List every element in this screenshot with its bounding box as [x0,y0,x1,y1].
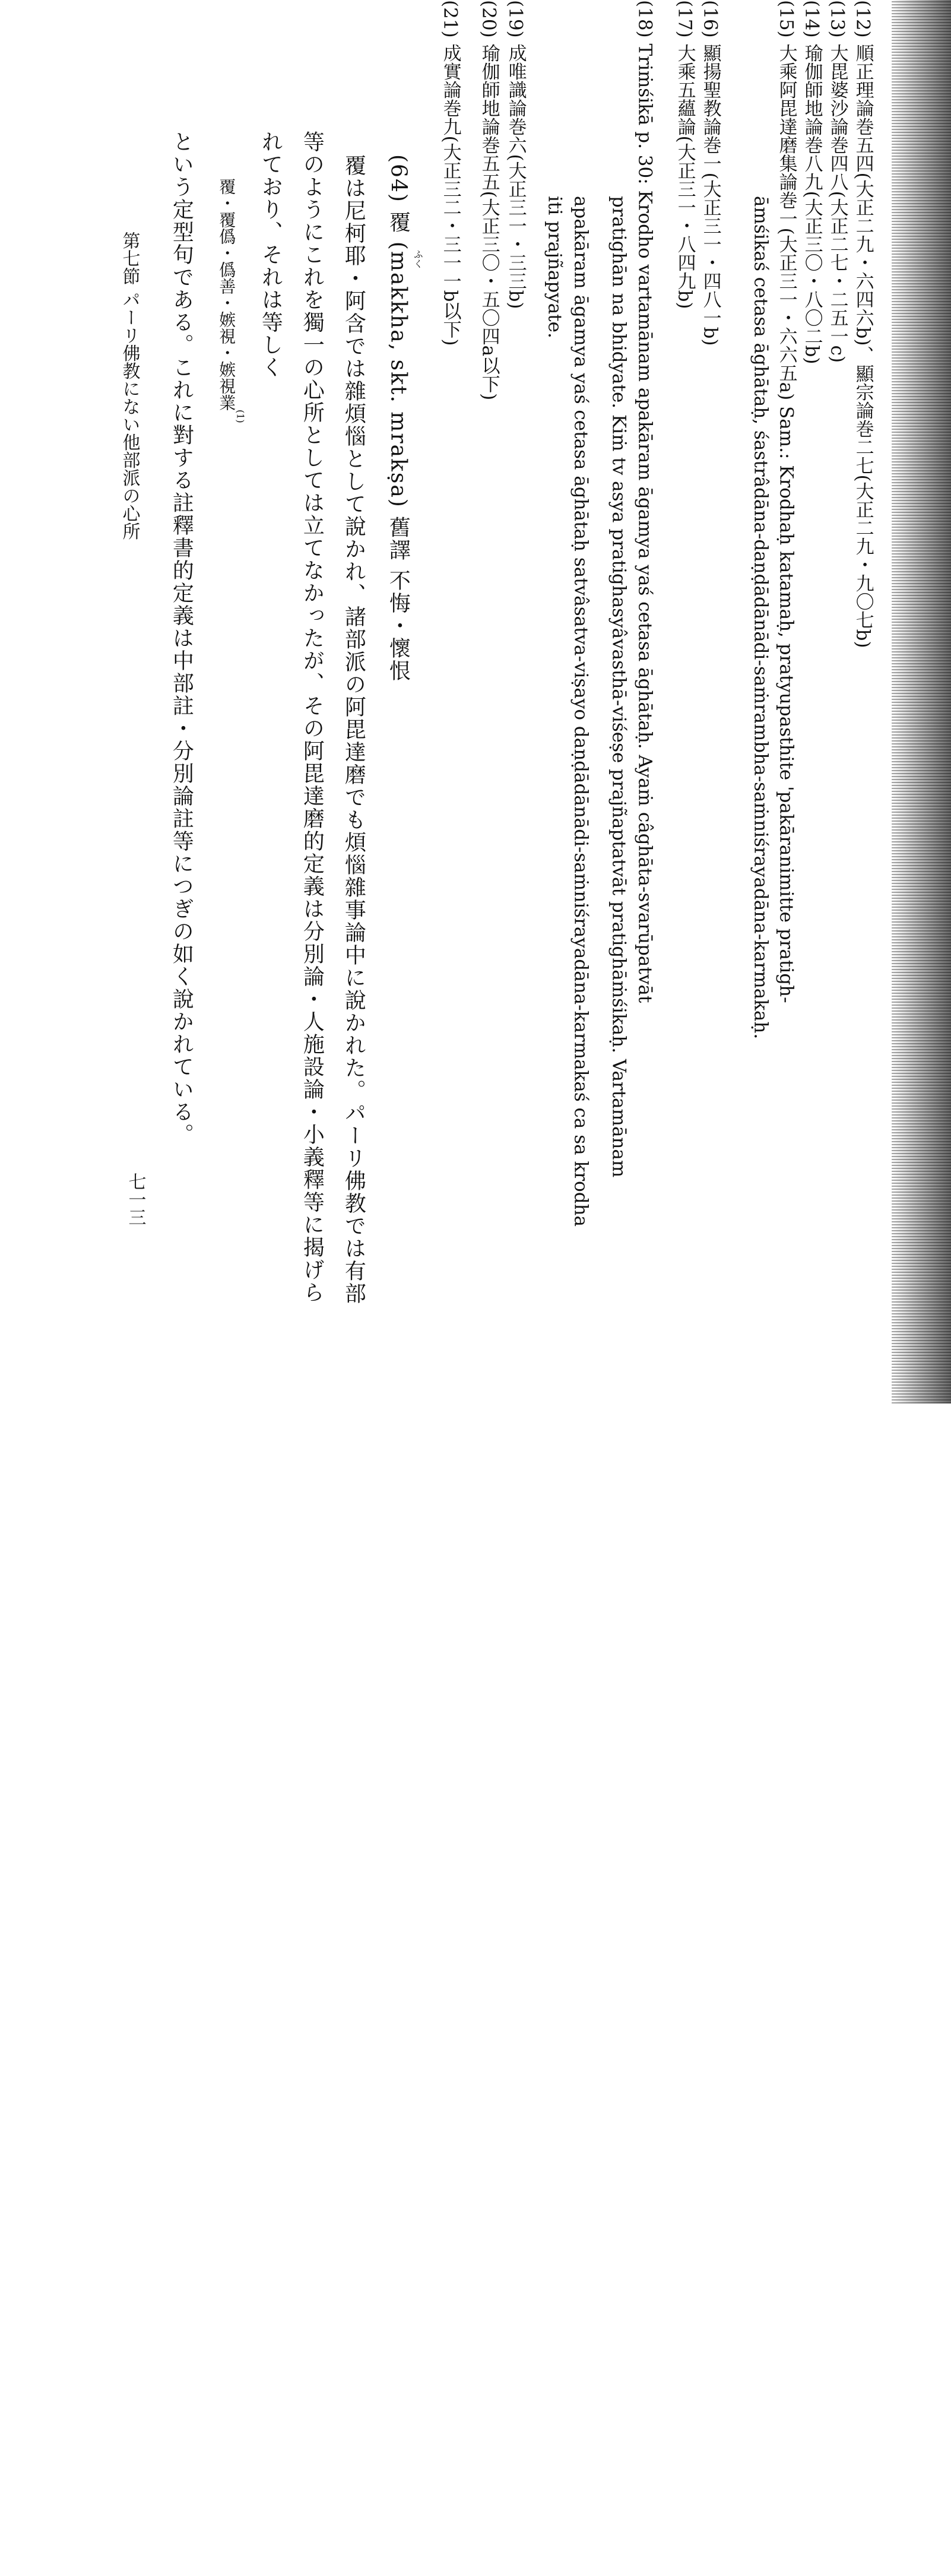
note-12: (12) 順正理論巻五四(大正二九・六四六b)、顯宗論巻二七(大正二九・九〇七b) [852,0,874,648]
body-line-2: 等のようにこれを獨一の心所としては立てなかったが、その阿毘達磨的定義は分別論・人施設論・小義釋等に揭げら [300,131,325,1304]
note-18-cont2: apakāram āgamya yaś cetasa āghātaḥ satvâsatva-viṣayo daṇḍādānādi-saṁniśrayadāna-karmakaś ca sa krodha [570,196,592,1227]
ruby-annotation: ふく [412,249,424,268]
note-13: (13) 大毘婆沙論巻四八(大正二七・二五一c) [826,0,848,363]
formula-line: 覆・覆僞・僞善・嫉視・嫉視業 [217,178,237,411]
note-16: (16) 顯揚聖教論巻一(大正三一・四八一b) [699,0,721,346]
footnote-mark: (1) [234,410,246,423]
body-line-1: 覆は尼柯耶・阿含では雜煩惱として說かれ、諸部派の阿毘達磨でも煩惱雜事論中に說かれた。パーリ佛教では有部 [341,154,366,1305]
note-18: (18) Triṁśikā p. 30: Krodho vartamānam apakāram āgamya yaś cetasa āghātaḥ. Ayaṁ câghāta-svarūpatvāt [634,0,656,1003]
note-19: (19) 成唯識論巻六(大正三一・三三b) [505,0,527,309]
body-line-5: という定型句である。これに對する註釋書的定義は中部註・分別論註等につぎの如く說かれている。 [169,131,194,1146]
body-line-3: れており、それは等しく [258,131,283,379]
scanned-page-edge [892,0,951,1403]
note-15-cont: āmśikaś cetasa āghātaḥ, śastrâdāna-daṇḍādānādi-saṁrambha-saṁniśrayadāna-karmakaḥ. [750,196,772,1040]
note-14: (14) 瑜伽師地論巻八九(大正三〇・八〇二b) [801,0,823,365]
note-18-cont1: pratighān na bhidyate. Kiṁ tv asya pratighasyâvasthā-viśeṣe prajñaptatvāt pratighāṁśikaḥ. Vartamānam [608,196,630,1178]
page-number: 七一三 [125,1173,146,1226]
note-15: (15) 大乘阿毘達磨集論巻一(大正三一・六六五a) Sam.: Krodhaḥ katamaḥ, pratyupasthite 'pakāranimitte pratigh- [775,0,797,1003]
note-17: (17) 大乘五蘊論(大正三一・八四九b) [674,0,696,309]
entry-heading: (64) 覆 (makkha, skt. mrakṣa) 舊譯 不悔・懷恨 [386,154,411,682]
note-18-cont3: iti prajñapyate. [544,196,566,338]
note-21: (21) 成實論巻九(大正三二・三一一b以下) [439,0,461,346]
note-20: (20) 瑜伽師地論巻五五(大正三〇・五〇四a以下) [478,0,500,401]
section-footer: 第七節 パーリ佛教にない他部派の心所 [119,232,140,540]
